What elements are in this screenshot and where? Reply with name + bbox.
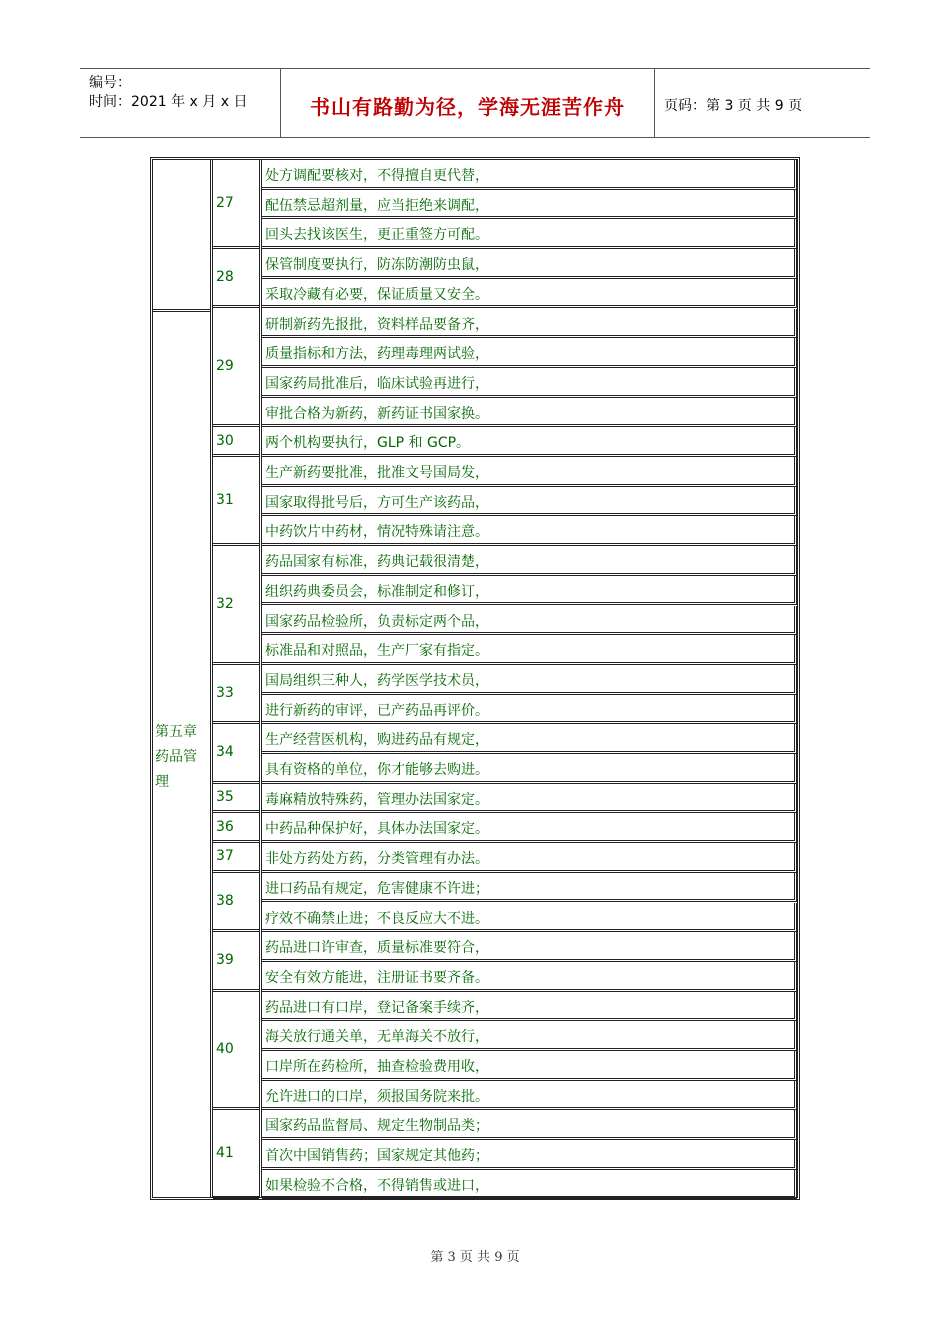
verse-line	[262, 398, 797, 428]
verse-line	[262, 279, 797, 309]
verse-text: 回头去找该医生，更正重签方可配。	[265, 227, 489, 244]
verse-text: 国家药品监督局、规定生物制品类；	[265, 1118, 489, 1135]
verse-text: 海关放行通关单，无单海关不放行，	[265, 1029, 489, 1046]
verse-line	[262, 160, 797, 190]
verse-line	[262, 903, 797, 933]
row-number-cell	[213, 813, 259, 843]
verse-line	[262, 992, 797, 1022]
row-number-cell	[213, 932, 259, 991]
verse-text: 配伍禁忌超剂量，应当拒绝来调配，	[265, 197, 489, 214]
verse-line	[262, 576, 797, 606]
row-number-cell	[213, 457, 259, 546]
verse-text: 组织药典委员会，标准制定和修订，	[265, 583, 489, 600]
row-number: 41	[216, 1145, 234, 1162]
row-number: 29	[216, 358, 234, 375]
verse-line	[262, 665, 797, 695]
verse-line	[262, 843, 797, 873]
verse-text: 疗效不确禁止进；不良反应大不进。	[265, 910, 489, 927]
verse-line	[262, 932, 797, 962]
verse-text: 具有资格的单位，你才能够去购进。	[265, 762, 489, 778]
row-number: 37	[216, 848, 234, 865]
verse-text: 生产新药要批准，批准文号国局发，	[265, 465, 489, 481]
verse-line	[262, 606, 797, 636]
verse-text: 中药品种保护好，具体办法国家定。	[265, 821, 489, 838]
verse-text: 如果检验不合格，不得销售或进口，	[265, 1177, 489, 1194]
row-number-cell	[213, 992, 259, 1111]
verse-line	[262, 190, 797, 220]
verse-text: 进行新药的审评，已产药品再评价。	[265, 702, 489, 719]
verse-line	[262, 724, 797, 754]
row-number-cell	[213, 784, 259, 814]
motto: 书山有路勤为径，学海无涯苦作舟	[310, 95, 625, 119]
row-number-cell	[213, 309, 259, 428]
row-number: 34	[216, 744, 234, 761]
verse-text: 允许进口的口岸，须报国务院来批。	[265, 1088, 489, 1105]
verse-text: 毒麻精放特殊药，管理办法国家定。	[265, 791, 489, 808]
row-number: 30	[216, 432, 234, 449]
header-meta-cell	[80, 69, 280, 137]
row-number-cell	[213, 873, 259, 932]
verse-line	[262, 1110, 797, 1140]
header-page-cell	[655, 69, 870, 137]
verse-text: 标准品和对照品，生产厂家有指定。	[265, 643, 489, 660]
row-number: 38	[216, 892, 234, 909]
row-number-cell	[213, 724, 259, 783]
document-number: 编号：	[89, 75, 131, 91]
row-number: 36	[216, 818, 234, 835]
verse-text: 质量指标和方法，药理毒理两试验，	[265, 346, 489, 363]
chapter-title: 第五章药品管理	[155, 724, 197, 790]
verse-text: 研制新药先报批，资料样品要备齐，	[265, 316, 489, 333]
verse-line	[262, 338, 797, 368]
verse-text: 采取冷藏有必要，保证质量又安全。	[265, 286, 489, 303]
content-table	[150, 157, 800, 1200]
row-number-cell	[213, 546, 259, 665]
verse-line	[262, 368, 797, 398]
verse-line	[262, 873, 797, 903]
verse-text: 首次中国销售药；国家规定其他药；	[265, 1148, 489, 1165]
verse-line	[262, 1021, 797, 1051]
verse-text: 国家药品检验所，负责标定两个品，	[265, 613, 489, 630]
verse-line	[262, 1051, 797, 1081]
verse-line	[262, 1170, 797, 1200]
verse-line	[262, 784, 797, 814]
verse-text: 药品国家有标准，药典记载很清楚，	[265, 554, 489, 571]
row-number: 40	[216, 1041, 234, 1058]
page-footer: 第 3 页 共 9 页	[430, 1250, 520, 1265]
verse-text: 药品进口许审查，质量标准要符合，	[265, 940, 489, 957]
verse-text: 中药饮片中药材，情况特殊请注意。	[265, 524, 489, 541]
verse-line	[262, 487, 797, 517]
row-number-cell	[213, 249, 259, 308]
row-number: 35	[216, 789, 234, 806]
verse-text: 国家取得批号后，方可生产该药品，	[265, 494, 489, 511]
verse-line	[262, 427, 797, 457]
verse-line	[262, 219, 797, 249]
verse-text: 保管制度要执行，防冻防潮防虫鼠，	[265, 257, 489, 274]
page-header	[80, 68, 870, 138]
verse-text: 两个机构要执行，GLP 和 GCP。	[265, 435, 471, 452]
document-time: 时间：2021 年 x 月 x 日	[89, 94, 248, 110]
verse-text: 审批合格为新药，新药证书国家换。	[265, 405, 489, 422]
row-number-cell	[213, 1110, 259, 1199]
verse-line	[262, 516, 797, 546]
row-number: 27	[216, 195, 234, 212]
row-number-cell	[213, 427, 259, 457]
verse-line	[262, 813, 797, 843]
verse-text: 生产经营医机构，购进药品有规定，	[265, 732, 489, 749]
verse-text: 进口药品有规定，危害健康不许进；	[265, 880, 489, 897]
header-page-number: 页码：第 3 页 共 9 页	[664, 98, 803, 114]
row-number-cell	[213, 160, 259, 249]
verse-line	[262, 1081, 797, 1111]
verse-line	[262, 695, 797, 725]
row-number-cell	[213, 665, 259, 724]
chapter-separator	[153, 309, 210, 312]
row-number: 31	[216, 492, 234, 509]
row-number: 28	[216, 269, 234, 286]
verse-line	[262, 962, 797, 992]
verse-line	[262, 249, 797, 279]
row-number: 32	[216, 595, 234, 612]
verse-text: 非处方药处方药，分类管理有办法。	[265, 851, 489, 868]
verse-line	[262, 457, 797, 487]
verse-line	[262, 546, 797, 576]
verse-text: 口岸所在药检所，抽查检验费用收，	[265, 1059, 489, 1075]
row-number: 39	[216, 952, 234, 969]
verse-line	[262, 754, 797, 784]
verse-text: 处方调配要核对，不得擅自更代替，	[265, 168, 489, 184]
verse-line	[262, 309, 797, 339]
header-motto-cell	[280, 69, 655, 137]
verse-line	[262, 1140, 797, 1170]
verse-text: 安全有效方能进，注册证书要齐备。	[265, 969, 489, 986]
verse-text: 药品进口有口岸，登记备案手续齐，	[265, 999, 489, 1016]
verse-text: 国局组织三种人，药学医学技术员，	[265, 672, 489, 689]
row-number-cell	[213, 843, 259, 873]
row-number: 33	[216, 685, 234, 702]
verse-text: 国家药局批准后，临床试验再进行，	[265, 375, 489, 392]
verse-line	[262, 635, 797, 665]
